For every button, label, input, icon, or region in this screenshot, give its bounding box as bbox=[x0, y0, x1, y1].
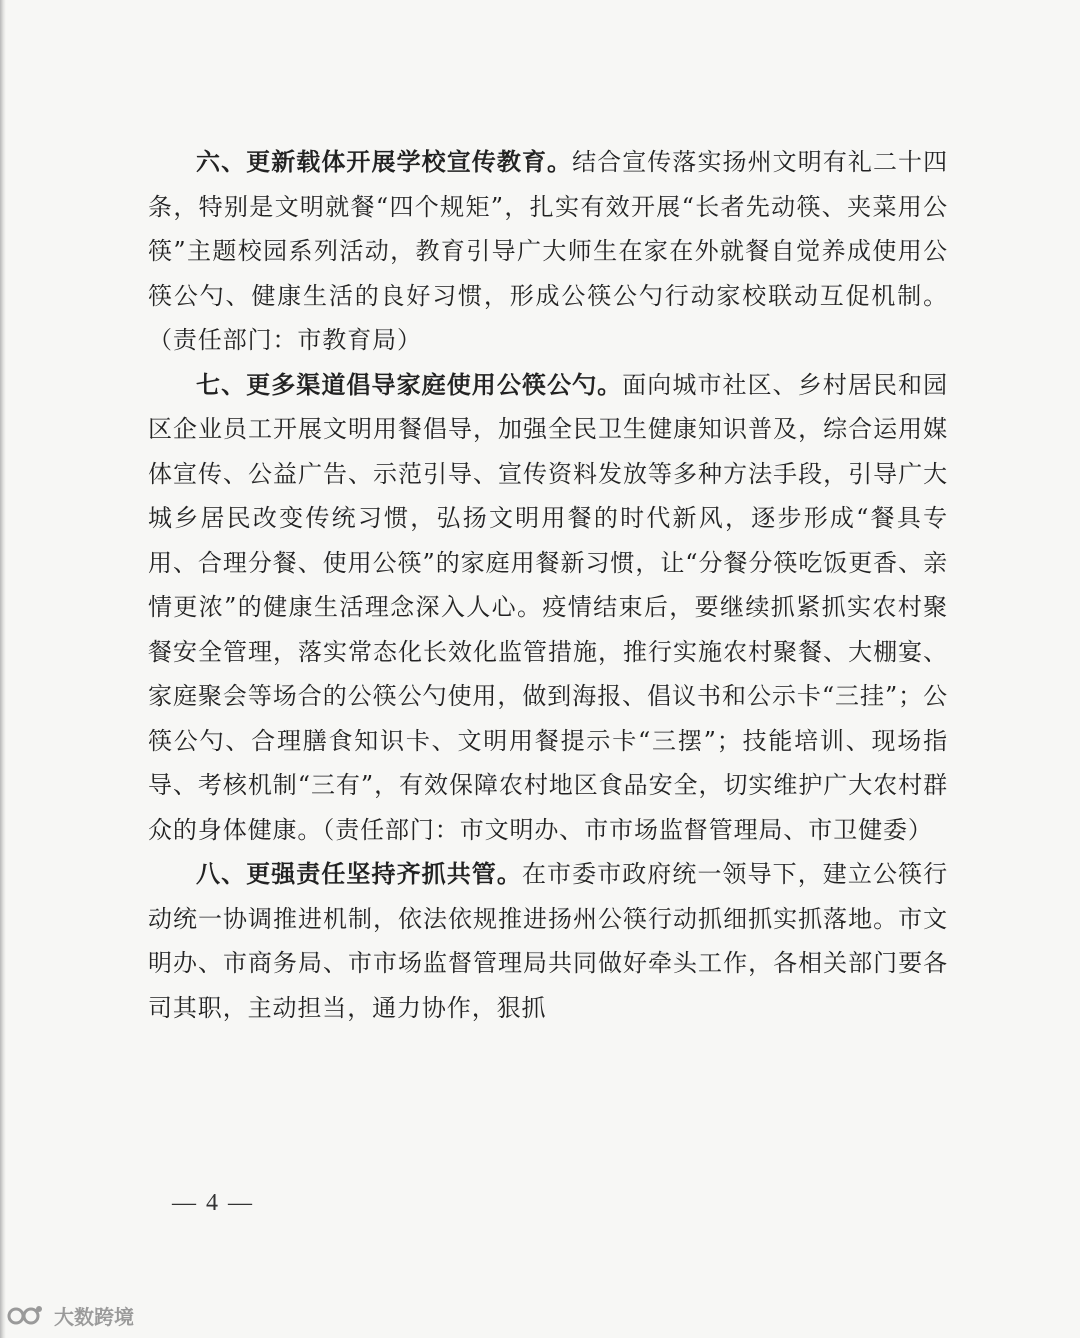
document-page bbox=[148, 140, 948, 1030]
page-number: — 4 — bbox=[172, 1190, 254, 1216]
paragraph-heading: 六、更新载体开展学校宣传教育。 bbox=[196, 147, 573, 176]
paragraph-six bbox=[148, 140, 948, 363]
paragraph-body: 结合宣传落实扬州文明有礼二十四条，特别是文明就餐“四个规矩”，扎实有效开展“长者先动筷、夹菜用公筷”主题校园系列活动，教育引导广大师生在家在外就餐自觉养成使用公筷公勺、健康生活的良好习惯，形成公筷公勺行动家校联动互促机制。（责任部门：市教育局） bbox=[148, 148, 949, 354]
paragraph-eight bbox=[148, 852, 948, 1030]
paragraph-seven bbox=[148, 363, 948, 853]
paragraph-body: 在市委市政府统一领导下，建立公筷行动统一协调推进机制，依法依规推进扬州公筷行动抓细抓实抓落地。市文明办、市商务局、市市场监督管理局共同做好牵头工作，各相关部门要各司其职，主动担当，通力协作，狠抓 bbox=[148, 860, 948, 1022]
scan-edge-shadow bbox=[0, 0, 6, 1338]
brand-logo-icon bbox=[6, 1303, 46, 1327]
watermark bbox=[6, 1300, 134, 1330]
watermark-text: 大数跨境 bbox=[54, 1304, 134, 1329]
paragraph-body: 面向城市社区、乡村居民和园区企业员工开展文明用餐倡导，加强全民卫生健康知识普及，综合运用媒体宣传、公益广告、示范引导、宣传资料发放等多种方法手段，引导广大城乡居民改变传统习惯，弘扬文明用餐的时代新风，逐步形成“餐具专用、合理分餐、使用公筷”的家庭用餐新习惯，让“分餐分筷吃饭更香、亲情更浓”的健康生活理念深入人心。疫情结束后，要继续抓紧抓实农村聚餐安全管理，落实常态化长效化监管措施，推行实施农村聚餐、大棚宴、家庭聚会等场合的公筷公勺使用，做到海报、倡议书和公示卡“三挂”；公筷公勺、合理膳食知识卡、文明用餐提示卡“三摆”；技能培训、现场指导、考核机制“三有”，有效保障农村地区食品安全，切实维护广大农村群众的身体健康。（责任部门：市文明办、市市场监督管理局、市卫健委） bbox=[148, 370, 948, 844]
paragraph-heading: 七、更多渠道倡导家庭使用公筷公勺。 bbox=[196, 369, 623, 399]
paragraph-heading: 八、更强责任坚持齐抓共管。 bbox=[196, 859, 522, 888]
